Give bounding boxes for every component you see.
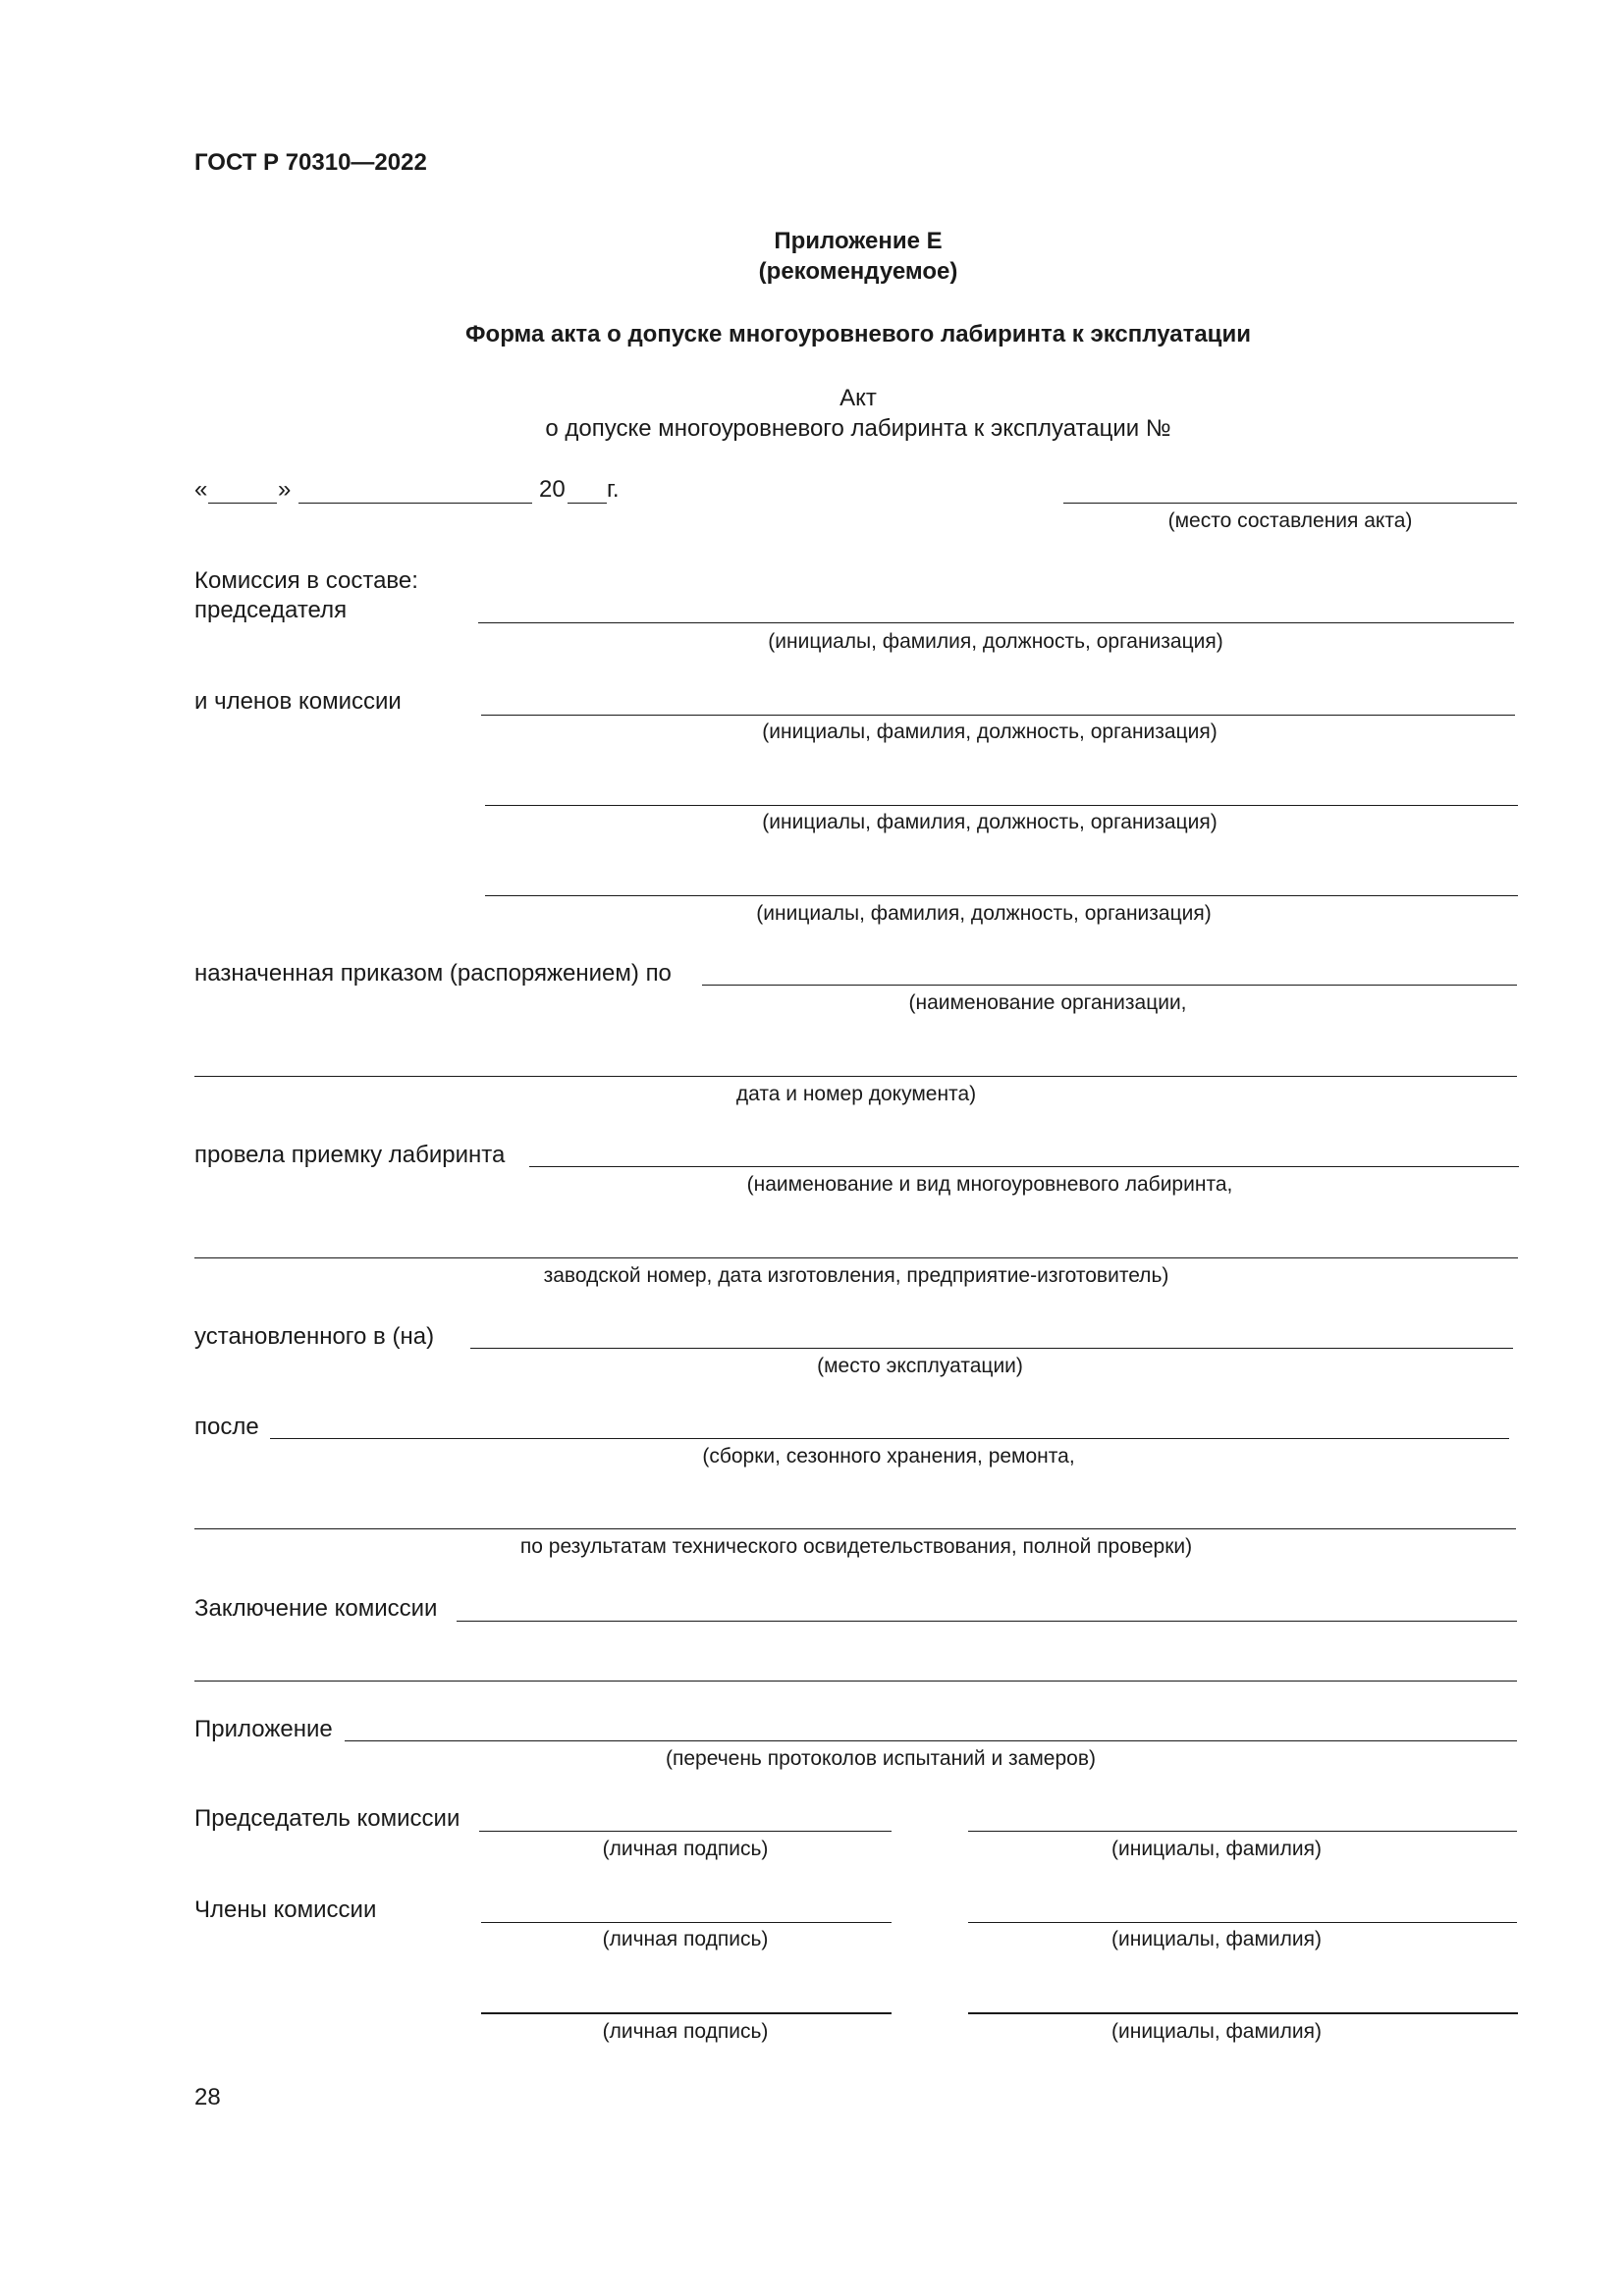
year-prefix: 20 [539,476,566,503]
chairman-signature-line[interactable] [479,1831,892,1832]
after-caption-1: (сборки, сезонного хранения, ремонта, [702,1445,1075,1468]
member-1-name-caption: (инициалы, фамилия) [1111,1928,1322,1950]
after-blank-line[interactable] [270,1438,1509,1439]
commission-label: Комиссия в составе: [194,567,418,594]
place-caption: (место составления акта) [1167,509,1413,532]
form-title: Форма акта о допуске многоуровневого лабиринта к эксплуатации [465,321,1251,347]
labyrinth-blank-line[interactable] [529,1166,1519,1167]
appointed-label: назначенная приказом (распоряжением) по [194,960,672,987]
conclusion-label: Заключение комиссии [194,1595,438,1622]
day-blank-line[interactable] [208,503,277,504]
chairman-blank-line[interactable] [478,622,1514,623]
installed-label: установленного в (на) [194,1323,435,1350]
location-caption: (место эксплуатации) [817,1355,1023,1377]
member-3-blank-line[interactable] [485,895,1518,896]
location-blank-line[interactable] [470,1348,1513,1349]
place-blank-line[interactable] [1063,503,1517,504]
check-blank-line[interactable] [194,1528,1516,1529]
serial-blank-line[interactable] [194,1257,1518,1258]
member-2-name-line[interactable] [968,2012,1518,2014]
member-2-blank-line[interactable] [485,805,1518,806]
member-1-caption: (инициалы, фамилия, должность, организация) [762,721,1218,743]
chairman-signature-caption: (личная подпись) [602,1838,769,1860]
attachment-blank-line[interactable] [345,1740,1517,1741]
year-blank-line[interactable] [568,503,607,504]
member-2-name-caption: (инициалы, фамилия) [1111,2020,1322,2043]
member-2-signature-caption: (личная подпись) [602,2020,769,2043]
chairman-label: председателя [194,597,348,623]
member-1-name-line[interactable] [968,1922,1517,1923]
chairman-caption: (инициалы, фамилия, должность, организация) [768,630,1223,653]
conclusion-blank-line-2[interactable] [194,1681,1517,1682]
member-1-blank-line[interactable] [481,715,1515,716]
member-1-signature-line[interactable] [481,1922,892,1923]
standard-number: ГОСТ Р 70310—2022 [194,149,427,176]
chairman-name-caption: (инициалы, фамилия) [1111,1838,1322,1860]
acceptance-label: провела приемку лабиринта [194,1142,506,1168]
serial-caption: заводской номер, дата изготовления, предприятие-изготовитель) [543,1264,1169,1287]
chairman-signature-label: Председатель комиссии [194,1805,460,1832]
page-number: 28 [194,2084,221,2110]
date-open-quote: « [194,476,208,503]
after-label: после [194,1414,259,1440]
members-label: и членов комиссии [194,688,402,715]
act-subtitle: о допуске многоуровневого лабиринта к эксплуатации № [545,415,1171,442]
organization-blank-line[interactable] [702,985,1517,986]
appendix-status: (рекомендуемое) [758,258,958,285]
members-signature-label: Члены комиссии [194,1896,377,1923]
document-blank-line[interactable] [194,1076,1517,1077]
organization-caption: (наименование организации, [908,991,1187,1014]
date-close-quote: » [278,476,292,503]
document-caption: дата и номер документа) [735,1083,977,1105]
after-caption-2: по результатам технического освидетельствования, полной проверки) [519,1535,1193,1558]
conclusion-blank-line[interactable] [457,1621,1517,1622]
member-2-caption: (инициалы, фамилия, должность, организация) [762,811,1218,833]
appendix-title: Приложение Е [774,228,943,254]
labyrinth-caption: (наименование и вид многоуровневого лабиринта, [746,1173,1233,1196]
attachment-caption: (перечень протоколов испытаний и замеров) [666,1747,1096,1770]
month-blank-line[interactable] [298,503,532,504]
attachment-label: Приложение [194,1716,333,1742]
chairman-name-line[interactable] [968,1831,1517,1832]
member-1-signature-caption: (личная подпись) [602,1928,769,1950]
year-suffix: г. [607,476,620,503]
member-2-signature-line[interactable] [481,2012,892,2014]
member-3-caption: (инициалы, фамилия, должность, организация) [756,902,1212,925]
act-title: Акт [839,385,877,411]
